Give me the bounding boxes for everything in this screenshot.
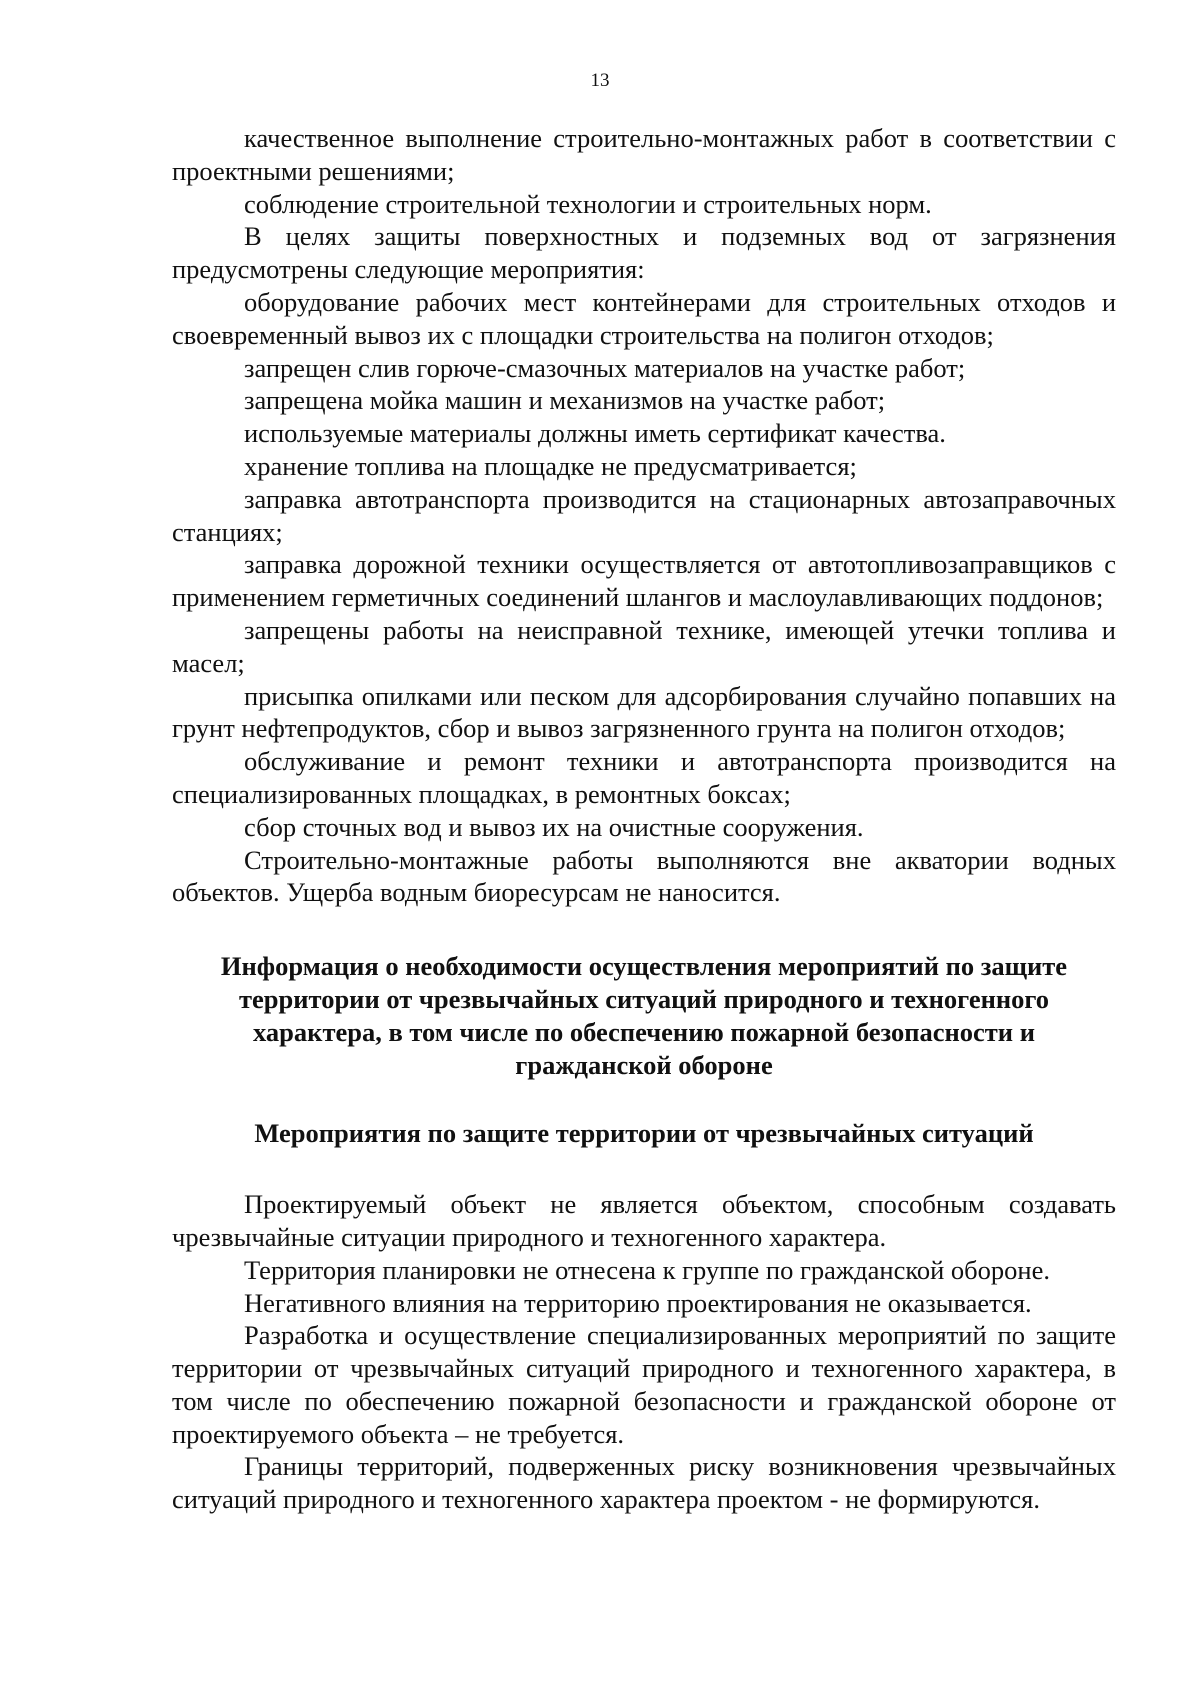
paragraph-special-measures-not-required: Разработка и осуществление специализированных мероприятий по защите территории от чрезвычайных ситуаций природного и техногенного характера, в том числе по обеспечению пожарной безопасности и гражданской обороне от проектируемого объекта – не требуется. <box>172 1320 1116 1449</box>
paragraph-fuel-storage: хранение топлива на площадке не предусматривается; <box>244 450 857 481</box>
paragraph-water-protection-intro: В целях защиты поверхностных и подземных вод от загрязнения предусмотрены следующие мероприятия: <box>172 221 1116 285</box>
subsection-title: Мероприятия по защите территории от чрезвычайных ситуаций <box>254 1118 1034 1149</box>
section-title-line-1: Информация о необходимости осуществления мероприятий по защите <box>220 951 1068 982</box>
paragraph-construction-norms: соблюдение строительной технологии и строительных норм. <box>244 188 932 219</box>
paragraph-vehicle-washing-ban: запрещена мойка машин и механизмов на участке работ; <box>244 385 886 416</box>
paragraph-civil-defense-group: Территория планировки не отнесена к группе по гражданской обороне. <box>244 1254 1050 1285</box>
paragraph-maintenance-sites: обслуживание и ремонт техники и автотранспорта производится на специализированных площадках, в ремонтных боксах; <box>172 746 1116 809</box>
document-body <box>172 122 1116 1516</box>
section-title <box>172 950 1116 1081</box>
paragraph-wastewater-collection: сбор сточных вод и вывоз их на очистные сооружения. <box>244 811 864 842</box>
section-title-line-3: характера, в том числе по обеспечению пожарной безопасности и <box>253 1016 1035 1047</box>
section-title-line-4: гражданской обороне <box>515 1049 773 1080</box>
paragraph-road-machinery-refueling: заправка дорожной техники осуществляется от автотопливозаправщиков с применением герметичных соединений шлангов и маслоулавливающих поддонов; <box>172 549 1116 613</box>
paragraph-construction-quality: качественное выполнение строительно-монтажных работ в соответствии с проектными решениями; <box>172 123 1116 186</box>
paragraph-risk-zone-boundaries: Границы территорий, подверженных риску возникновения чрезвычайных ситуаций природного и техногенного характера проектом - не формируются. <box>172 1451 1116 1515</box>
paragraph-no-negative-impact: Негативного влияния на территорию проектирования не оказывается. <box>244 1287 1032 1318</box>
page-number: 13 <box>590 70 610 91</box>
paragraph-water-area-works: Строительно-монтажные работы выполняются вне акватории водных объектов. Ущерба водным биоресурсам не наносится. <box>172 844 1116 908</box>
section-title-line-2: территории от чрезвычайных ситуаций природного и техногенного <box>239 983 1049 1014</box>
paragraph-faulty-machinery-ban: запрещены работы на неисправной технике, имеющей утечки топлива и масел; <box>172 614 1116 678</box>
paragraph-object-not-hazardous: Проектируемый объект не является объектом, способным создавать чрезвычайные ситуации природного и техногенного характера. <box>172 1189 1116 1252</box>
paragraph-fuel-discharge-ban: запрещен слив горюче-смазочных материалов на участке работ; <box>244 352 966 383</box>
paragraph-material-certificates: используемые материалы должны иметь сертификат качества. <box>244 418 946 449</box>
paragraph-vehicle-refueling: заправка автотранспорта производится на стационарных автозаправочных станциях; <box>172 483 1116 547</box>
paragraph-waste-containers: оборудование рабочих мест контейнерами для строительных отходов и своевременный вывоз их с площадки строительства на полигон отходов; <box>172 286 1116 350</box>
paragraph-spill-absorption: присыпка опилками или песком для адсорбирования случайно попавших на грунт нефтепродуктов, сбор и вывоз загрязненного грунта на полигон отходов; <box>172 680 1116 744</box>
